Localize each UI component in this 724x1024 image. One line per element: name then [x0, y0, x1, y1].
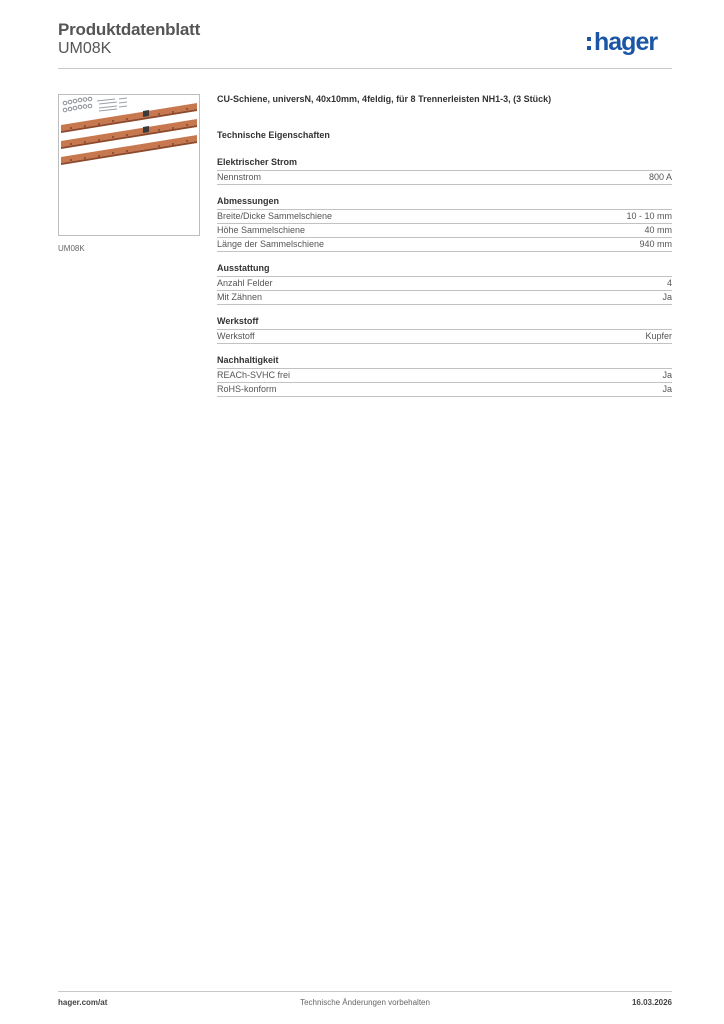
spec-row	[217, 277, 672, 291]
spec-value: Kupfer	[645, 331, 672, 341]
spec-group-title: Elektrischer Strom	[217, 156, 672, 171]
spec-groups	[217, 156, 672, 397]
copper-bars	[61, 103, 197, 165]
spec-value: 40 mm	[644, 225, 672, 235]
spec-group	[217, 156, 672, 185]
spec-value: Ja	[662, 370, 672, 380]
spec-row	[217, 291, 672, 305]
document-title: Produktdatenblatt	[58, 20, 201, 39]
spec-label: Breite/Dicke Sammelschiene	[217, 211, 333, 221]
spec-value: Ja	[662, 384, 672, 394]
footer-disclaimer: Technische Änderungen vorbehalten	[300, 998, 430, 1007]
spec-content	[217, 94, 672, 407]
header-divider	[58, 68, 672, 69]
spec-label: REACh-SVHC frei	[217, 370, 291, 380]
spec-value: Ja	[662, 292, 672, 302]
footer-divider	[58, 991, 672, 992]
spec-group-title: Ausstattung	[217, 262, 672, 277]
footer-date: 16.03.2026	[631, 998, 672, 1007]
page-header	[58, 20, 672, 68]
spec-group-title: Nachhaltigkeit	[217, 354, 672, 369]
spec-label: Nennstrom	[217, 172, 262, 182]
spec-group	[217, 262, 672, 305]
spec-row	[217, 330, 672, 344]
product-image	[58, 94, 200, 236]
spec-group	[217, 195, 672, 252]
spec-label: Höhe Sammelschiene	[217, 225, 306, 235]
footer-website[interactable]: hager.com/at	[58, 998, 108, 1007]
spec-row	[217, 383, 672, 397]
spec-row	[217, 210, 672, 224]
spec-value: 10 - 10 mm	[626, 211, 672, 221]
product-code: UM08K	[58, 40, 112, 57]
screw-icons	[63, 97, 127, 112]
page-footer	[58, 998, 672, 1010]
spec-row	[217, 224, 672, 238]
spec-row	[217, 238, 672, 252]
spec-label: Mit Zähnen	[217, 292, 263, 302]
spec-value: 800 A	[648, 172, 672, 182]
spec-row	[217, 369, 672, 383]
spec-value: 940 mm	[639, 239, 672, 249]
spec-group-title: Werkstoff	[217, 315, 672, 330]
spec-label: RoHS-konform	[217, 384, 277, 394]
spec-value: 4	[666, 278, 672, 288]
product-description: CU-Schiene, universN, 40x10mm, 4feldig, für 8 Trennerleisten NH1-3, (3 Stück)	[217, 94, 552, 104]
hager-logo	[586, 24, 672, 58]
busbar-illustration	[59, 95, 199, 235]
svg-text:hager: hager	[594, 28, 658, 56]
image-caption: UM08K	[58, 244, 85, 253]
section-heading: Technische Eigenschaften	[217, 130, 330, 140]
spec-row	[217, 171, 672, 185]
spec-group	[217, 354, 672, 397]
spec-label: Werkstoff	[217, 331, 255, 341]
spec-label: Anzahl Felder	[217, 278, 273, 288]
spec-group-title: Abmessungen	[217, 195, 672, 210]
spec-group	[217, 315, 672, 344]
spec-label: Länge der Sammelschiene	[217, 239, 325, 249]
